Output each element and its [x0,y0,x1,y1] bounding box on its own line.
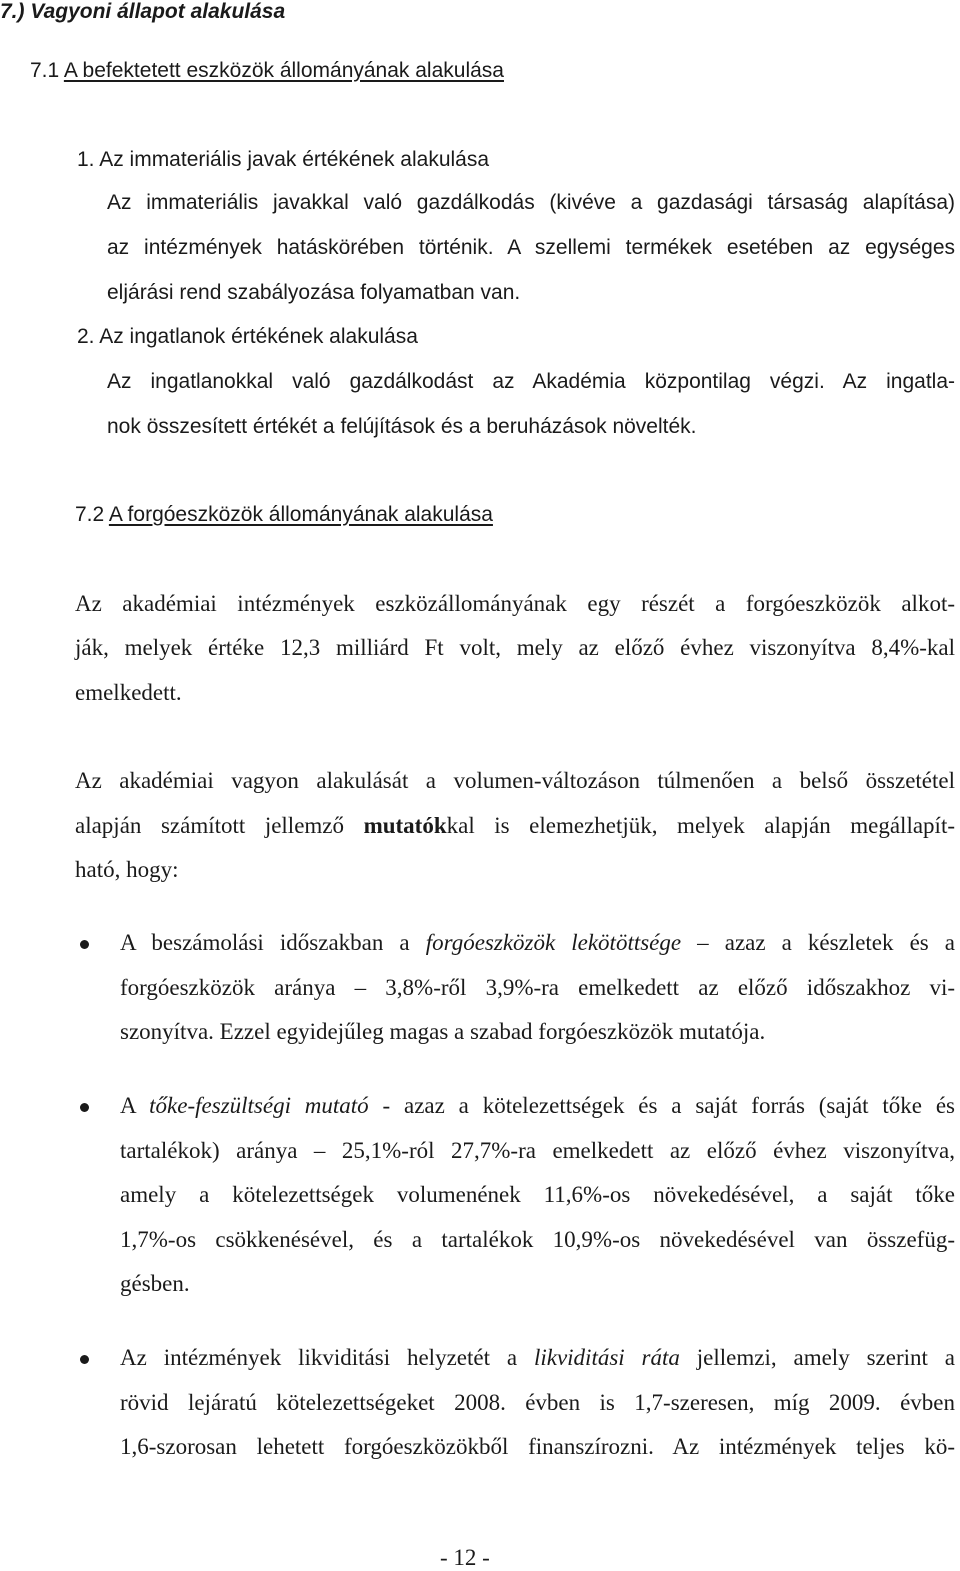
italic-term: tőke-feszültségi mutató [149,1093,369,1118]
item1-line-3: eljárási rend szabályozása folyamatban van. [107,281,521,304]
bullet1-line-3: szonyítva. Ezzel egyidejűleg magas a szabad forgóeszközök mutatója. [120,1019,766,1044]
para1-line-3: emelkedett. [75,680,182,705]
text-span: kal is elemezhetjük, melyek alapján megállapít- [446,813,955,838]
bullet3-line-2: rövid lejáratú kötelezettségeket 2008. évben is 1,7-szeresen, míg 2009. évben [120,1390,955,1415]
bullet3-line-3: 1,6-szorosan lehetett forgóeszközökből finanszírozni. Az intézmények teljes kö- [120,1434,955,1459]
text-span: jellemzi, amely szerint a [679,1345,955,1370]
text-span: A [120,1093,150,1118]
para1-line-1: Az akadémiai intézmények eszközállományának egy részét a forgóeszközök alkot- [75,591,955,616]
para2-line-2 [75,813,955,839]
bullet2-line-1 [120,1093,955,1119]
heading-number: 7.2 [75,503,109,526]
bullet2-line-2: tartalékok) aránya – 25,1%-ról 27,7%-ra emelkedett az előző évhez viszonyítva, [120,1138,955,1163]
text-span: – azaz a készletek és a [681,930,956,955]
bullet-dot [80,1355,89,1364]
item1-line-1: Az immateriális javakkal való gazdálkodás (kivéve a gazdasági társaság alapítása) [107,191,955,214]
item2-title: 2. Az ingatlanok értékének alakulása [77,325,418,348]
bullet2-line-5: gésben. [120,1271,190,1296]
item1-title: 1. Az immateriális javak értékének alakulása [77,148,490,171]
text-span: A beszámolási időszakban a [120,930,426,955]
bullet1-line-2: forgóeszközök aránya – 3,8%-ről 3,9%-ra emelkedett az előző időszakhoz vi- [120,975,955,1000]
heading-text: A forgóeszközök állományának alakulása [108,503,493,526]
heading-number: 7.1 [30,59,64,82]
bullet2-line-4: 1,7%-os csökkenésével, és a tartalékok 10,9%-os növekedésével van összefüg- [120,1227,955,1252]
item1-line-2: az intézmények hatáskörében történik. A szellemi termékek esetében az egységes [107,236,955,259]
text-span: - azaz a kötelezettségek és a saját forrás (saját tőke és [368,1093,955,1118]
bullet2-line-3: amely a kötelezettségek volumenének 11,6%-os növekedésével, a saját tőke [120,1182,955,1207]
heading-text: A befektetett eszközök állományának alakulása [63,59,504,82]
page-number: - 12 - [440,1545,490,1570]
subsection-heading-7-2 [75,503,493,527]
para1-line-2: ják, melyek értéke 12,3 milliárd Ft volt, mely az előző évhez viszonyítva 8,4%-kal [75,635,955,660]
item2-line-1: Az ingatlanokkal való gazdálkodást az Akadémia központilag végzi. Az ingatla- [107,370,955,393]
para2-line-1: Az akadémiai vagyon alakulását a volumen-változáson túlmenően a belső összetétel [75,768,955,793]
bold-term: mutatók [363,813,447,838]
item2-line-2: nok összesített értékét a felújítások és a beruházások növelték. [107,415,697,438]
section-title: 7.) Vagyoni állapot alakulása [0,0,286,23]
bullet3-line-1 [120,1345,955,1371]
para2-line-3: ható, hogy: [75,857,179,882]
text-span: Az intézmények likviditási helyzetét a [120,1345,534,1370]
text-span: alapján számított jellemző [75,813,364,838]
bullet-dot [80,1103,89,1112]
bullet-dot [80,940,89,949]
italic-term: forgóeszközök lekötöttsége [425,930,682,955]
subsection-heading-7-1 [30,59,504,83]
bullet1-line-1 [120,930,955,956]
italic-term: likviditási ráta [533,1345,680,1370]
